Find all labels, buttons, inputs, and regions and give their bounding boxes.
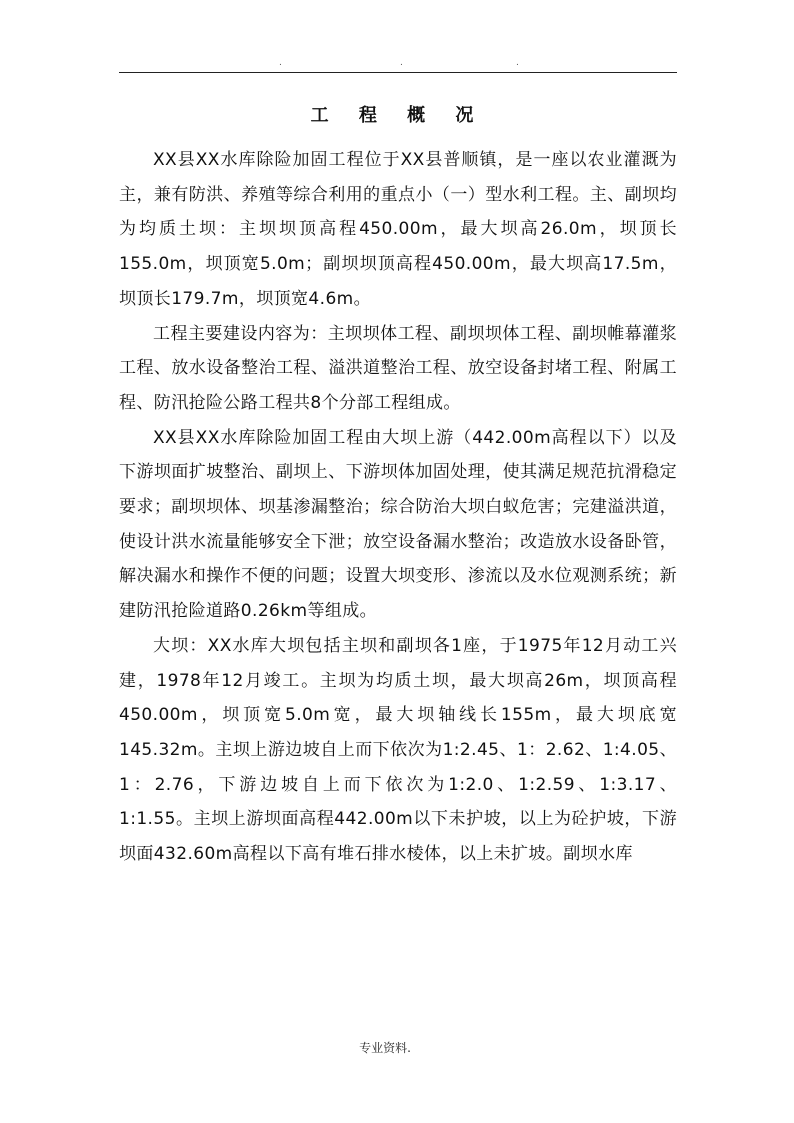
paragraph-construction-content: 工程主要建设内容为：主坝坝体工程、副坝坝体工程、副坝帷幕灌浆工程、放水设备整治工程、溢洪道整治工程、放空设备封堵工程、附属工程、防汛抢险公路工程共8个分部工程组成。 (119, 323, 677, 413)
header-dot: . (516, 58, 519, 68)
page-footer: 专业资料. (359, 1041, 411, 1055)
document-body (119, 143, 677, 872)
paragraph-overview: XX县XX水库除险加固工程位于XX县普顺镇，是一座以农业灌溉为主，兼有防洪、养殖等综合利用的重点小（一）型水利工程。主、副坝均为均质土坝：主坝坝顶高程450.00m，最大坝高26.0m，坝顶长155.0m，坝顶宽5.0m；副坝坝顶高程450.00m，最大坝高17.5m，坝顶长179.7m，坝顶宽4.6m。 (119, 150, 677, 309)
header-dot: . (400, 58, 403, 68)
paragraph-dam-description: 大坝：XX水库大坝包括主坝和副坝各1座，于1975年12月动工兴建，1978年12月竣工。主坝为均质土坝，最大坝高26m，坝顶高程450.00m，坝顶宽5.0m宽，最大坝轴线长155m，最大坝底宽145.32m。主坝上游边坡自上而下依次为1:2.45、1：2.62、1:4.05、1：2.76，下游边坡自上而下依次为1:2.0、1:2.59、1:3.17、1:1.55。主坝上游坝面高程442.00m以下未护坡，以上为砼护坡，下游坝面432.60m高程以下高有堆石排水棱体，以上未扩坡。副坝水库 (119, 635, 677, 865)
header-dot: . (279, 58, 282, 68)
page-title: 工 程 概 况 (310, 105, 486, 126)
header-dots (119, 58, 677, 70)
paragraph-reinforcement-scope: XX县XX水库除险加固工程由大坝上游（442.00m高程以下）以及下游坝面扩坡整治、副坝上、下游坝体加固处理，使其满足规范抗滑稳定要求；副坝坝体、坝基渗漏整治；综合防治大坝白蚁危害；完建溢洪道，使设计洪水流量能够安全下泄；放空设备漏水整治；改造放水设备卧管，解决漏水和操作不便的问题；设置大坝变形、渗流以及水位观测系统；新建防汛抢险道路0.26km等组成。 (119, 427, 677, 622)
header-rule (119, 72, 677, 73)
